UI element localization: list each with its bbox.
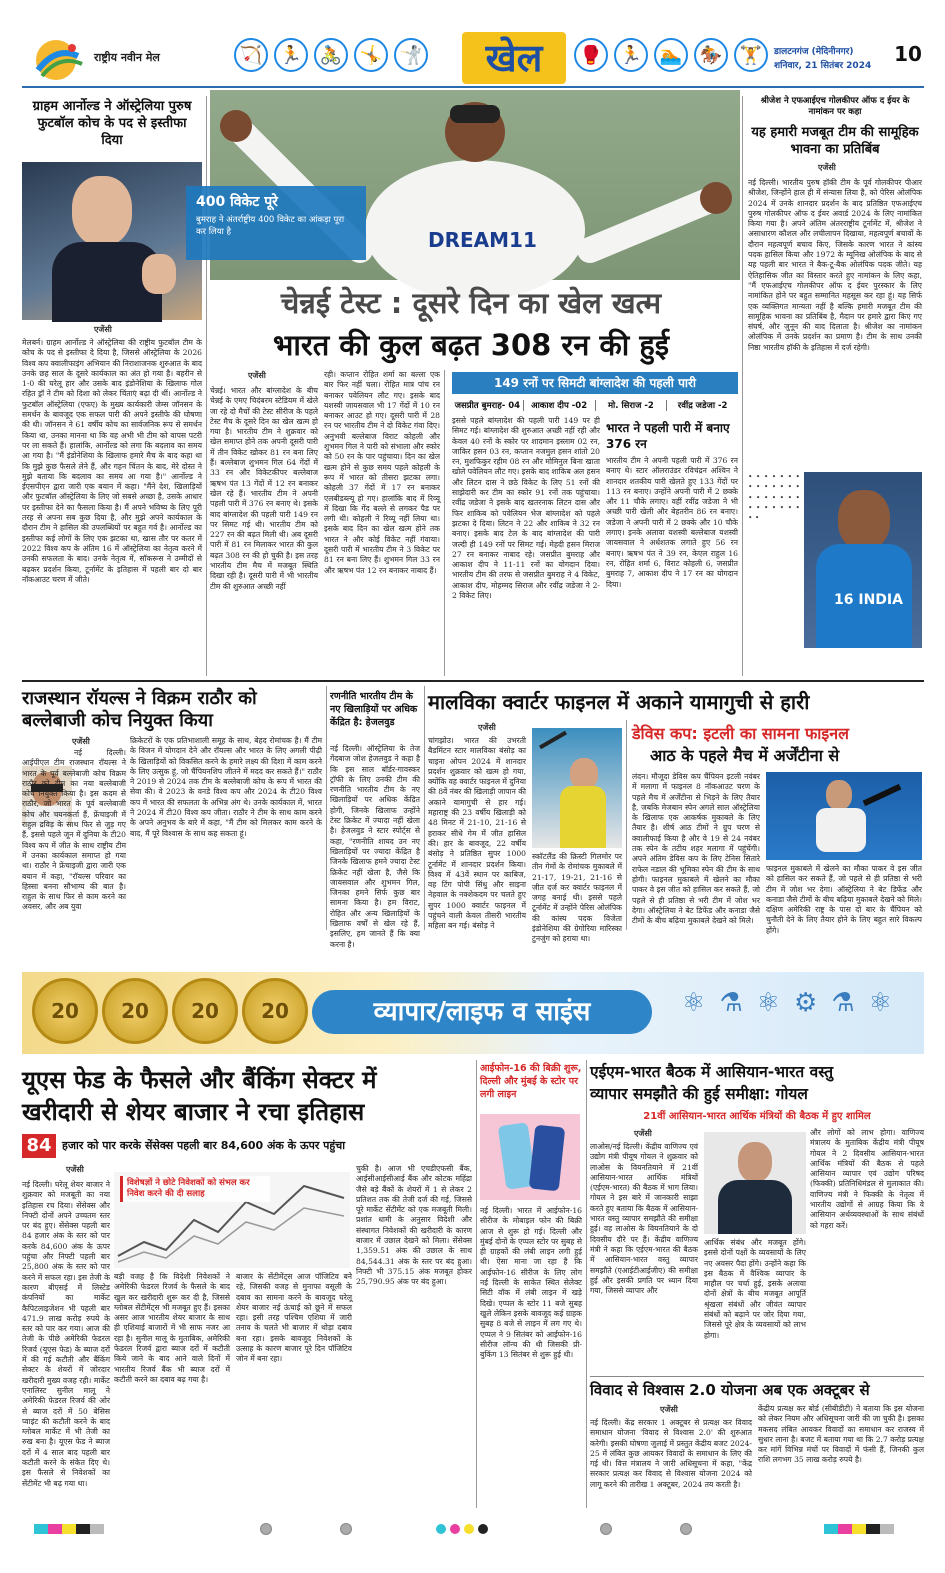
atom-icon: ⚛: [756, 988, 780, 1018]
date-line: शनिवार, 21 सितंबर 2024: [774, 61, 872, 71]
coin-icon: 20: [172, 978, 238, 1044]
sreejesh-kicker: श्रीजेश ने एफआईएच गोलकीपर ऑफ द ईयर के नामांकन पर कहा: [760, 96, 910, 117]
india-innings-headline: भारत ने पहली पारी में बनाए 376 रन: [606, 421, 730, 451]
sport-icons-right: [574, 38, 768, 72]
boxing-icon: 🥊: [574, 38, 608, 72]
asean-body-3: और लोगों को लाभ होगा। वाणिज्य मंत्रालय के मुताबिक केंद्रीय मंत्री पीयूष गोयल ने 2 दिवसीय आसियान-भारत आर्थिक मंत्रियों की बैठक से पहले आसियान व्यापार एवं उद्योग परिषद (फिक्की) प्रतिनिधिमंडल से मुलाकात की। वाणिज्य मंत्री ने फिक्की के नेतृत्व में भारतीय उद्योगों से आग्रह किया कि वे आसियान अर्थव्यवस्थाओं के साथ संबंधों को गहरा करें।: [810, 1128, 924, 1230]
asean-byline: एजेंसी: [634, 1129, 652, 1138]
badge-sub: बुमराह ने अंतर्राष्ट्रीय 400 विकेट का आंकड़ा पूरा कर लिया है: [196, 215, 345, 237]
equestrian-icon: 🏇: [694, 38, 728, 72]
arnold-body: मेलबर्न। ग्राहम आर्नोल्ड ने ऑस्ट्रेलिया की राष्ट्रीय फुटबॉल टीम के कोच के पद से इस्तीफा दे दिया है, जिससे ऑस्ट्रेलिया के 2026 विश्व कप क्वालीफाइंग अभियान की निराशाजनक शुरुआत के बाद उनके छह साल के दूसरे कार्यकाल का अंत हो गया है। बहरीन से 1-0 की घरेलू हार और उसके बाद इंडोनेशिया के खिलाफ गोल रहित ड्रॉ ने टीम को दिशा को लेकर चिंताएं बढ़ा दी थीं। आर्नोल्ड ने फुटबॉल ऑस्ट्रेलिया (एफए) के मुख्य कार्यकारी जेम्स जॉनसन के समर्थन के बावजूद एक सफल पारी की अपने इस्तीफे की घोषणा की थी। जॉनसन ने 61 वर्षीय कोच का सार्वजनिक रूप से समर्थन किया था, उनका मानना था कि वह अभी भी टीम को वापस पटरी पर ला सकते हैं। हालांकि, आर्नोल्ड को लगा कि बदलाव का समय आ गया है। "मैं इंडोनेशिया के खिलाफ हमारे मैच के बाद कहा था कि मुझे कुछ फैसले लेने हैं, और गहन चिंतन के बाद, मेरे दोस्त ने मुझे बताया कि बदलाव का समय आ गया है।" आर्नोल्ड ने ईएसपीएन द्वारा जारी एक बयान में कहा। "मैंने देश, खिलाड़ियों और फुटबॉल ऑस्ट्रेलिया के लिए जो सबसे अच्छा है, उसके आधार पर इस्तीफा देने का फैसला किया है। मैं अपने भविष्य के लिए पूरी तरह से अपना सब कुछ दिया है, और मुझे अपने कार्यकाल के दौरान टीम ने हासिल की उपलब्धियों पर बहुत गर्व है। आर्नोल्ड का इस्तीफा कई लोगों के लिए एक झटका था, खास तौर पर कतर में 2022 विश्व कप के अंतिम 16 में ऑस्ट्रेलिया का नेतृत्व करने में उनकी सफलता के बाद। उनके नेतृत्व में, सॉकरूस ने उम्मीदों से बढ़कर प्रदर्शन किया, टूर्नामेंट के इतिहास में पहली बार दो बार नॉकआउट चरण में जीते।: [22, 338, 202, 584]
fed-callout: विशेषज्ञों ने छोटे निवेशकों को संभल कर निवेश करने की दी सलाह: [120, 1176, 270, 1202]
registration-mark: [340, 1523, 352, 1535]
weightlifting-icon: 🏋: [734, 38, 768, 72]
iphone-body: नई दिल्ली। भारत में आईफोन-16 सीरीज के मोबाइल फोन की बिक्री आज से शुरू हो गई। दिल्ली और मुंबई दोनों के एप्पल स्टोर पर सुबह से ही ग्राहकों की लंबी लाइन लगी हुई थी। ऐसा माना जा रहा है कि आईफोन-16 सीरीज के लिए लोग नई दिल्ली के साकेत स्थित सेलेक्ट सिटी वॉक में लंबी लाइन में खड़े दिखे। एप्पल के स्टोर 11 बजे सुबह खुले लेकिन इसके बावजूद कई ग्राहक सुबह 8 बजे से लाइन में लग गए थे। एप्पल ने 9 सितंबर को आईफोन-16 सीरीज लॉन्च की थी जिसकी प्री-बुकिंग 13 सितंबर से शुरू हुई थी।: [480, 1206, 582, 1360]
coin-stack: [32, 978, 308, 1044]
registration-mark: [260, 1523, 272, 1535]
rajasthan-body-2: क्रिकेटरों के एक प्रतिभाशाली समूह के साथ, बेहद रोमांचक है। मैं टीम के विजन में योगदान देने और रॉयल्स और भारत के लिए अगली पीढ़ी के खिलाड़ियों को विकसित करने के हमारे लक्ष्य की दिशा में काम करने के लिए उत्सुक हूं, जो चैंपियनशिप जीतने में मदद कर सकते हैं।" राठौर ने 2019 से 2024 तक टीम के बल्लेबाजी कोच के रूप में भारत की सेवा की। वे 2023 के वनडे विश्व कप और 2024 के टी20 विश्व कप में भारत की सफलता के अभिन्न अंग थे। उनके कार्यकाल में, भारत ने 2024 में टी20 विश्व कप जीता। राठौर ने टीम के साथ काम करने के अपने अनुभव के बारे में कहा, "मैं टीम को मिलकर काम करने के बाद, मैं पूरे विश्वास के साथ कह सकता हूं।: [130, 736, 322, 838]
davis-body-2: फाइनल मुकाबले में खेलने का मौका पाकर वे इस जीत को हासिल कर सकते हैं, जो पहले से ही प्रतिष्ठा से भरी टीम में जोश भर देगा। ऑस्ट्रेलिया ने बेट डिफेंड और कनाडा जैसे टीमों के बीच बढ़िया मुकाबले देखने को मिले। दक्षिण अमेरिकी राष्ट्र के पास दो बार के चैंपियन को चुनौती देने के लिए तैयार होने के लिए बहुत सारे विकल्प होंगे।: [766, 864, 922, 935]
chennai-headline-2: भारत की कुल बढ़त 308 रन की हुई: [272, 328, 669, 362]
asean-body-2: आर्थिक संबंध और मजबूत होंगे। इससे दोनों पक्षों के व्यवसायों के लिए नए अवसर पैदा होंगे। उन्होंने कहा कि इस बैठक में वैश्विक व्यापार के माहौल पर चर्चा हुई, इसके अलावा दोनों क्षेत्रों के बीच मजबूत आपूर्ति श्रृंखला संबंधों और जीवंत व्यापार संबंधों को बढ़ाने पर जोर दिया गया, जिससे पूरे क्षेत्र के व्यवसायों को लाभ होगा।: [704, 1238, 806, 1340]
iphone-caption: आईफोन-16 की बिक्री शुरू, दिल्ली और मुंबई के स्टोर पर लगी लाइन: [480, 1063, 582, 1100]
hazlewood-headline: रणनीति भारतीय टीम के नए खिलाड़ियों पर अधिक केंद्रित है: हेजलवुड: [330, 691, 418, 728]
chennai-body-2: रही। कप्तान रोहित शर्मा का बल्ला एक बार फिर नहीं चला। रोहित मात्र पांच रन बनाकर पवेलियन लौट गए। इसके बाद यशस्वी जायसवाल भी 17 गेंदों में 10 रन बनाकर आउट हो गए। दूसरी पारी में 28 रन पर भारतीय टीम ने दो विकेट गंवा दिए। अनुभवी बल्लेबाज विराट कोहली और शुभमन गिल ने पारी को संभाला और स्कोर को 50 रन के पार पहुंचाया। दिन का खेल खत्म होने से कुछ समय पहले कोहली के रूप में भारत को तीसरा झटका लगा। कोहली 37 गेंदों में 17 रन बनाकर एलबीडब्ल्यू हो गए। हालांकि बाद में रिव्यू में दिखा कि गेंद बल्ले से लगकर पैड पर लगी थी। कोहली ने रिव्यू नहीं लिया था। इसके बाद दिन का खेल खत्म होने तक भारत ने और कोई विकेट नहीं गंवाया। दूसरी पारी में भारतीय टीम ने 3 विकेट पर 81 रन बना लिए हैं। शुभमन गिल 33 रन और ऋषभ पंत 12 रन बनाकर नाबाद हैं।: [324, 370, 440, 575]
goyal-photo: [704, 1132, 806, 1234]
fed-body-4: चुकी है। आज भी एचडीएफसी बैंक, आईसीआईसीआई बैंक और कोटक महिंद्रा जैसे बड़े बैंकों के शेयरों में 1 से लेकर 2 प्रतिशत तक की तेजी दर्ज की गई, जिससे पूरे मार्केट सेंटीमेंट को एक मजबूती मिली। प्रशांत धामी के अनुसार विदेशी और संस्थागत निवेशकों की खरीदारी के कारण बाजार में उछाल देखने को मिला। सेंसेक्स 1,359.51 अंक की उछाल के साथ 84,544.31 अंक के स्तर पर बंद हुआ। निफ्टी भी 375.15 अंक मजबूत होकर 25,790.95 अंक पर बंद हुआ।: [356, 1164, 472, 1287]
registration-mark: [600, 1523, 612, 1535]
stat-jadeja: रवींद्र जडेजा -2: [677, 400, 728, 411]
running-icon: 🏃: [274, 38, 308, 72]
davis-headline-2: आठ के पहले मैच में अर्जेंटीना से: [650, 746, 840, 765]
archery-icon: 🏹: [234, 38, 268, 72]
wicket-badge: [186, 186, 366, 260]
bangladesh-headline: 149 रनों पर सिमटी बांग्लादेश की पहली पारी: [452, 372, 738, 394]
stat-siraj: मो. सिराज -2: [596, 400, 668, 411]
asean-sub: 21वीं आसियान-भारत आर्थिक मंत्रियों की बैठक में हुए शामिल: [643, 1111, 871, 1122]
city-line: डालटनगंज (मेदिनीनगर): [774, 47, 854, 57]
badge-title: 400 विकेट पूरे: [196, 194, 278, 210]
masthead: [22, 32, 924, 88]
sreejesh-headline: यह हमारी मजबूत टीम की सामूहिक भावना का प्रतिबिंब: [751, 125, 919, 157]
jersey-sponsor: DREAM11: [428, 228, 537, 252]
arnold-headline: ग्राहम आर्नोल्ड ने ऑस्ट्रेलिया पुरुष फुटबॉल कोच के पद से इस्तीफा दिया: [32, 99, 192, 148]
chennai-body-1: चेन्नई। भारत और बांग्लादेश के बीच चेन्नई के एमए चिदंबरम स्टेडियम में खेले जा रहे दो मैचों की टेस्ट सीरीज के पहले टेस्ट मैच के दूसरे दिन का खेल खत्म हो गया है। भारतीय टीम ने शुक्रवार को खेल समाप्त होने तक अपनी दूसरी पारी में तीन विकेट खोकर 81 रन बना लिए हैं। बल्लेबाज शुभमन गिल 64 गेंदों में 33 रन और विकेटकीपर बल्लेबाज ऋषभ पंत 13 गेंदों में 12 रन बनाकर खेल रहे हैं। भारतीय टीम ने अपनी पहली पारी में 376 रन बनाए थे। इसके बाद बांग्लादेश की पहली पारी 149 रन पर सिमट गई थी। भारतीय टीम को 227 रन की बढ़त मिली थी। अब दूसरी पारी में 81 रन मिलाकर भारत की कुल बढ़त 308 रन की हो चुकी है। इस तरह भारतीय टीम मैच में मजबूत स्थिति दिखा रही है। दूसरी पारी में भी भारतीय टीम की शुरुआत अच्छी नहीं: [210, 386, 318, 591]
stat-bumrah: जसप्रीत बुमराह- 04: [452, 400, 524, 411]
vivad-body-1: नई दिल्ली। केंद्र सरकार 1 अक्टूबर से प्रत्यक्ष कर विवाद समाधान योजना 'विवाद से विश्वास 2.0' की शुरुआत करेगी। इसकी घोषणा जुलाई में प्रस्तुत केंद्रीय बजट 2024-25 में लंबित कुछ आयकर विवादों के समाधान के लिए की गई थी। वित्त मंत्रालय ने जारी अधिसूचना में कहा, "केंद्र सरकार प्रत्यक्ष कर विवाद से विश्वास योजना 2024 को लागू करने की तारीख 1 अक्टूबर, 2024 तय करती है।: [590, 1418, 752, 1489]
davis-body: लंदन। मौजूदा डेविस कप चैंपियन इटली नवंबर में मलागा में फाइनल 8 नॉकआउट चरण के पहले मैच में अर्जेंटीना से भिड़ने के लिए तैयार है, जबकि मेजबान स्पेन अगले साल ऑस्ट्रेलिया के खिलाफ एक आकर्षक मुकाबले के लिए तैयार है। शीर्ष आठ टीमों ने ग्रुप चरण से क्वालीफाई किया है और वे 19 से 24 नवंबर तक स्पेन के तटीय शहर मलागा में पहुंचेंगी। अपने अंतिम डेविस कप के लिए टेनिस सितारे राफेल नडाल की भूमिका स्पेन की टीम के साथ होगी। फाइनल मुकाबले में खेलने का मौका पाकर वे इस जीत को हासिल कर सकते हैं, जो पहले से ही प्रतिष्ठा से भरी टीम में जोश भर देगा। ऑस्ट्रेलिया ने बेट डिफेंड और कनाडा जैसे टीमों के बीच बढ़िया मुकाबले देखने को मिले।: [632, 772, 760, 926]
business-banner-title: व्यापार/लाइफ व साइंस: [312, 990, 652, 1034]
gymnastics-icon: 🤸: [354, 38, 388, 72]
flask-icon: ⚗: [831, 988, 855, 1018]
vivad-body-2: केंद्रीय प्रत्यक्ष कर बोर्ड (सीबीडीटी) ने बताया कि इस योजना को लेकर नियम और अधिसूचना जारी की जा चुकी है। इसका मकसद लंबित आयकर विवादों का समाधान कर राजस्व में सुधार लाना है। बजट में बताया गया था कि 2.7 करोड़ प्रत्यक्ष कर मांगें विभिन्न मंचों पर विवादों में फंसी हैं, जिनकी कुल राशि लगभग 35 लाख करोड़ रुपये है।: [758, 1404, 924, 1465]
business-banner: [22, 972, 924, 1054]
sport-icons-left: [234, 38, 428, 72]
fed-headline-2: खरीदारी से शेयर बाजार ने रचा इतिहास: [22, 1098, 365, 1126]
asean-body-1: लाओस/नई दिल्ली। केंद्रीय वाणिज्य एवं उद्योग मंत्री पीयूष गोयल ने शुक्रवार को लाओस के वियनतियाने में 21वीं आसियान-भारत आर्थिक मंत्रियों (एईएम-भारत) की बैठक में भाग लिया। गोयल ने इस बारे में जानकारी साझा करते हुए बताया कि बैठक में आसियान-भारत वस्तु व्यापार समझौते की समीक्षा हुई। वह लाओस के वियनतियाने के दो दिवसीय दौरे पर हैं। केंद्रीय वाणिज्य मंत्री ने कहा कि एईएम-भारत की बैठक में आसियान-भारत वस्तु व्यापार समझौते (एआईटीआईजीए) की समीक्षा हुई और इसकी प्रगति पर ध्यान दिया गया, जिससे व्यापार और: [590, 1142, 698, 1296]
rajasthan-headline: राजस्थान रॉयल्स ने विक्रम राठौर को बल्लेबाजी कोच नियुक्त किया: [22, 688, 257, 731]
rajasthan-body-1: नई दिल्ली। आईपीएल टीम राजस्थान रॉयल्स ने भारत के पूर्व बल्लेबाजी कोच विक्रम राठौर को टीम का नया बल्लेबाजी कोच नियुक्त किया है। इस कदम से राठौर, जो भारत के पूर्व बल्लेबाजी कोच और चयनकर्ता हैं, फ्रेंचाइजी में राहुल द्रविड़ के साथ फिर से जुड़ गए हैं, इससे पहले जून में दुनिया के टी20 विश्व कप में जीत के साथ राष्ट्रीय टीम में उनका कार्यकाल समाप्त हो गया था। राठौर ने फ्रेंचाइजी द्वारा जारी एक बयान में कहा, "रॉयल्स परिवार का हिस्सा बनना सौभाग्य की बात है। राहुल के साथ फिर से काम करने का अवसर, और अब युवा: [22, 748, 126, 912]
registration-mark: [680, 1523, 692, 1535]
davis-photo: [766, 772, 922, 860]
vivad-headline: विवाद से विश्वास 2.0 योजना अब एक अक्टूबर से: [590, 1381, 870, 1399]
atom-icon: ⚛: [868, 988, 892, 1018]
science-icons: [682, 988, 892, 1018]
malvika-body-2: स्कॉटलैंड की क्रिस्टी गिलमोर पर तीन गेमों के रोमांचक मुकाबले में 21-17, 19-21, 21-16 से जीत दर्ज कर क्वार्टर फाइनल में जगह बनाई थी। इससे पहले टूर्नामेंट में उन्होंने पेरिस ओलंपिक की कांस्य पदक विजेता इंडोनेशिया की ग्रेगोरिया मारिस्का टुनजुंग को हराया था।: [532, 852, 622, 944]
color-strip-left: [34, 1524, 104, 1534]
coin-icon: 20: [102, 978, 168, 1044]
rajasthan-byline: एजेंसी: [72, 737, 90, 746]
arnold-photo: [22, 162, 202, 320]
sreejesh-body-tail: • • • • • • • • • • • • • • • • • • • • • • • • • • • • • •: [748, 472, 800, 523]
asean-headline-2: व्यापार समझौते की हुई समीक्षा: गोयल: [590, 1085, 808, 1103]
cycling-icon: 🚴: [314, 38, 348, 72]
atom-icon: ⚛: [682, 988, 706, 1018]
sreejesh-jersey: 16 INDIA: [834, 592, 903, 608]
sreejesh-byline: एजेंसी: [818, 163, 836, 172]
arnold-byline: एजेंसी: [94, 325, 112, 334]
fed-headline-1: यूएस फेड के फैसले और बैंकिंग सेक्टर में: [22, 1066, 377, 1094]
flask-icon: ⚗: [719, 988, 743, 1018]
bowling-stats: [452, 398, 738, 412]
fed-big-number: 84: [22, 1134, 56, 1158]
fed-body-1: नई दिल्ली। घरेलू शेयर बाजार ने शुक्रवार को मजबूती का नया इतिहास रच दिया। सेंसेक्स और निफ्टी दोनों अपने उच्चतम स्तर पर बंद हुए। सेंसेक्स पहली बार 84 हजार अंक के स्तर को पार करके 84,600 अंक के ऊपर पहुंचा और निफ्टी पहली बार 25,800 अंक के स्तर को पार करने में सफल रहा। इस तेजी के कारण बीएसई में लिस्टेड कंपनियों का मार्केट कैपिटलाइजेशन भी पहली बार 471.9 लाख करोड़ रुपये के स्तर को पार कर गया। आज की तेजी के पीछे अमेरिकी फेडरल रिजर्व (यूएस फेड) के ब्याज दरों में की गई कटौती और बैंकिंग सेक्टर के शेयरों में जोरदार खरीदारी मुख्य वजह रही। मार्केट एनालिस्ट सुनील मालू ने अमेरिकी फेडरल रिजर्व की ओर से ब्याज दरों में 50 बेसिस प्वाइंट की कटौती करने के बाद ग्लोबल मार्केट में भी तेजी का रुख बना है। यूएस फेड ने ब्याज दरों में 4 साल बाद पहली बार कटौती करने के संकेत दिए थे। इस फैसले से निवेशकों का सेंटीमेंट भी बढ़ गया था।: [22, 1180, 110, 1488]
section-title: खेल: [462, 32, 566, 84]
fed-byline: एजेंसी: [66, 1165, 84, 1174]
fed-chart-graphic: [114, 1172, 350, 1268]
paper-name: राष्ट्रीय नवीन मेल: [94, 51, 160, 64]
sreejesh-photo: [804, 472, 922, 648]
chennai-headline-1: चेन्नई टेस्ट : दूसरे दिन का खेल खत्म: [280, 286, 662, 320]
fencing-icon: 🤺: [394, 38, 428, 72]
fed-body-3: बाजार के सेंटीमेंट्स आज पॉजिटिव बने रहे, जिसकी वजह से मुनाफा वसूली के दबाव का सामना करने के बावजूद घरेलू शेयर बाजार नई ऊंचाई को छूने में सफल रहा। इसी तरह पश्चिम एशिया में जारी तनाव के चलते भी बाजार में थोड़ा दबाव बना रहा। इसके बावजूद निवेशकों के उत्साह के कारण बाजार पूरे दिन पॉजिटिव जोन में बना रहा।: [236, 1272, 352, 1364]
fed-sub: हजार को पार करके सेंसेक्स पहली बार 84,600 अंक के ऊपर पहुंचा: [62, 1139, 346, 1152]
page-number: 10: [894, 42, 922, 66]
malvika-headline: मालविका क्वार्टर फाइनल में अकाने यामागुची से हारी: [428, 690, 810, 714]
malvika-byline: एजेंसी: [478, 723, 496, 732]
swimming-icon: 🏊: [654, 38, 688, 72]
sreejesh-body: नई दिल्ली। भारतीय पुरुष हॉकी टीम के पूर्व गोलकीपर पीआर श्रीजेश, जिन्होंने हाल ही में संन्यास लिया है, को पेरिस ओलंपिक 2024 में उनके शानदार प्रदर्शन के बाद प्रतिष्ठित एफआईएच पुरुष गोलकीपर ऑफ द ईयर अवार्ड 2024 के लिए नामांकित किया गया है। अपने अंतिम अंतरराष्ट्रीय टूर्नामेंट में, श्रीजेश ने असाधारण कौशल और लचीलापन दिखाया, महत्वपूर्ण बचावों के दौरान महत्वपूर्ण बचाव किए, जिसके कारण भारत ने कांस्य पदक हासिल किया और 1972 के म्यूनिख ओलंपिक के बाद से यह पहली बार भारत ने बैक-टू-बैक ओलंपिक पदक जीते। यह ऐतिहासिक जीत का विस्तार करते हुए नामांकन के लिए कहा, "मैं एफआईएच गोलकीपर ऑफ द ईयर पुरस्कार के लिए नामांकित होने पर बहुत सम्मानित महसूस कर रहा हूं। यह सिर्फ एक व्यक्तिगत मान्यता नहीं है बल्कि हमारी मजबूत टीम की सामूहिक भावना का प्रतिबिंब है, मैदान पर हमारे द्वारा किए गए संघर्ष, और जुनून की याद दिलाता है। श्रीजेश का नामांकन ओलंपिक में उनके प्रदर्शन का प्रमाण है। टीम के साथ उनकी निष्ठा भारतीय हॉकी के इतिहास में दर्ज रहेगी।: [748, 178, 922, 352]
vivad-byline: एजेंसी: [660, 1405, 678, 1414]
iphone-photo: [480, 1114, 580, 1200]
asean-headline-1: एईएम-भारत बैठक में आसियान-भारत वस्तु: [590, 1063, 834, 1081]
hazlewood-body: नई दिल्ली। ऑस्ट्रेलिया के तेज गेंदबाज जोश हेजलवुड ने कहा है कि इस साल बॉर्डर-गावस्कर ट्रॉफी के लिए उनकी टीम की रणनीति भारतीय टीम के नए खिलाड़ियों पर अधिक केंद्रित होगी, जिनके खिलाफ उन्होंने टेस्ट क्रिकेट में ज्यादा नहीं खेला है। हेजलवुड ने स्टार स्पोर्ट्स से कहा, "रणनीति शायद उन नए खिलाड़ियों पर ज्यादा केंद्रित है जिनके खिलाफ हमने ज्यादा टेस्ट क्रिकेट नहीं खेला है, जैसे कि जायसवाल और शुभमन गिल, जिनका हमने सिर्फ कुछ बार सामना किया है। हम विराट, रोहित और अन्य खिलाड़ियों के खिलाफ वर्षों से खेल रहे हैं, इसलिए, हम जानते हैं कि क्या करना है।: [330, 744, 420, 949]
hurdles-icon: 🏃: [614, 38, 648, 72]
malvika-photo: [532, 728, 622, 848]
coin-icon: 20: [242, 978, 308, 1044]
bangladesh-body: इससे पहले बांग्लादेश की पहली पारी 149 पर ही सिमट गई। बांग्लादेश की शुरुआत अच्छी नहीं रही और केवल 40 रनों के स्कोर पर शादमान इस्लाम 02 रन, जाकिर हसन 03 रन, कप्तान नजमुल हसन शांतो 20 रन, मुशफिकुर रहीम 08 रन और मोमिनुल बिना खाता खोले पवेलियन लौट गए। इसके बाद शाकिब अल हसन और लिटन दास ने छठे विकेट के लिए 51 रनों की साझेदारी कर टीम का स्कोर 91 रनों तक पहुंचाया। रवींद्र जडेजा ने इसके बाद खतरनाक लिटन दास और फिर शाकिब को पवेलियन भेज बांग्लादेश को पहले झटका दे दिया। लिटन ने 22 और शाकिब ने 32 रन बनाए। इसके बाद टेल के बाद बांग्लादेश की पारी जल्दी ही 149 रनों पर सिमट गई। मेहदी हसन मिराज 27 रन बनाकर नाबाद रहे। जसप्रीत बुमराह और आकाश दीप ने 11-11 रनों का योगदान दिया। भारतीय टीम की तरफ से जसप्रीत बुमराह ने 4 विकेट, आकाश दीप, मोहम्मद सिराज और रवींद्र जडेजा ने 2-2 विकेट लिए।: [452, 416, 600, 601]
color-strip-center: [436, 1524, 488, 1534]
paper-logo: [28, 36, 88, 84]
gear-icon: ⚙: [793, 988, 818, 1018]
davis-headline-1: डेविस कप: इटली का सामना फाइनल: [632, 724, 850, 743]
fed-body-2: बड़ी वजह है कि विदेशी निवेशकों ने अमेरिकी फेडरल रिजर्व के फैसले के बाद खुल कर खरीदारी शुरू कर दी है, जिससे ग्लोबल सेंटीमेंट्स भी मजबूत हुए हैं। इसका असर आज भारतीय शेयर बाजार के साथ ही एशियाई बाजारों में भी साफ नजर आ रहा है। सुनील मालू के मुताबिक, अमेरिकी फेडरल रिजर्व द्वारा ब्याज दरों में कटौती किये जाने के बाद आने वाले दिनों में भारतीय रिजर्व बैंक भी ब्याज दरों में कटौती करने का दबाव बढ़ गया है।: [114, 1272, 230, 1384]
stat-akashdeep: आकाश दीप -02: [524, 400, 596, 411]
bumrah-photo: [196, 90, 740, 280]
india-innings-body: भारतीय टीम ने अपनी पहली पारी में 376 रन बनाए थे। स्टार ऑलराउंडर रविचंद्रन अश्विन ने शानदार शतकीय पारी खेलते हुए 133 गेंदों पर 113 रन बनाए। उन्होंने अपनी पारी में 2 छक्के और 11 चौके लगाए। वहीं रवींद्र जडेजा ने भी अच्छी पारी खेली और बेहतरीन 86 रन बनाए। जडेजा ने अपनी पारी में 2 छक्के और 10 चौके लगाए। इनके अलावा यशस्वी बल्लेबाज यशस्वी जायसवाल ने अर्धशतक लगाते हुए 56 रन बनाए। ऋषभ पंत ने 39 रन, केएल राहुल 16 रन, रोहित शर्मा 6, विराट कोहली 6, जसप्रीत बुमराह 7, आकाश दीप ने 17 रन का योगदान दिया।: [606, 456, 738, 589]
color-strip-right: [824, 1524, 894, 1534]
coin-icon: 20: [32, 978, 98, 1044]
malvika-body-1: चांगझोउ। भारत की उभरती बैडमिंटन स्टार मालविका बंसोड़ का चाइना ओपन 2024 में शानदार प्रदर्शन शुक्रवार को खत्म हो गया, क्योंकि वह क्वार्टर फाइनल में दुनिया की 8वें नंबर की खिलाड़ी जापान की अकाने यामागुची से हार गई। महाराष्ट्र की 23 वर्षीय खिलाड़ी को 48 मिनट में 21-10, 21-16 से हराकर सीधे गेम में जीत हासिल की। हार के बावजूद, 22 वर्षीय बंसोड़ ने प्रतिष्ठित सुपर 1000 टूर्नामेंट में शानदार प्रदर्शन किया। विश्व में 43वें स्थान पर काबिज, वह टिंग पोपी सिंधु और साइना नेहवाल के नक्शेकदम पर चलते हुए सुपर 1000 क्वार्टर फाइनल में पहुंचने वाली केवल तीसरी भारतीय महिला बन गई। बंसोड़ ने: [428, 736, 527, 931]
chennai-byline: एजेंसी: [248, 371, 266, 380]
